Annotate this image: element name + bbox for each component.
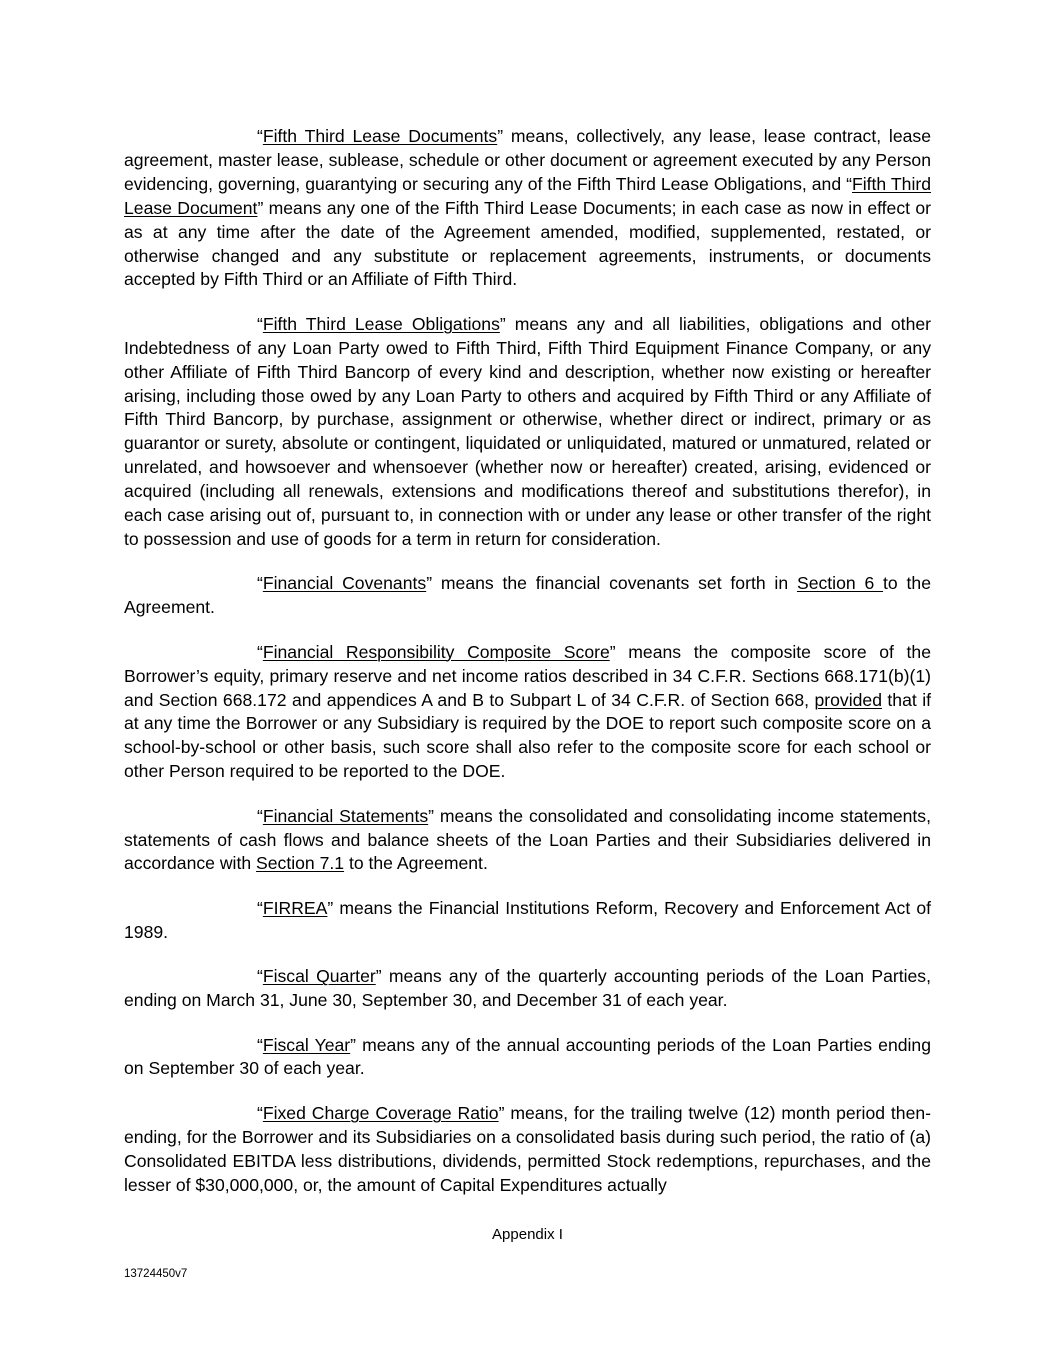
definition-text: ” means any of the quarterly accounting periods of the Loan Parties, ending on March 31, June 30, September 30, and December 31 of each year. xyxy=(124,966,931,1011)
definition-text: ” means any one of the Fifth Third Lease Documents; in each case as now in effect or as at any time after the date of the Agreement amended, modified, supplemented, restated, or otherwise changed and any substitute or replacement agreements, instruments, or documents accepted by Fifth Third or an Affiliate of Fifth Third. xyxy=(124,197,931,290)
section-reference: Section 7.1 xyxy=(256,853,345,874)
open-quote: “ xyxy=(257,1034,263,1055)
definition-fifth-third-lease-documents xyxy=(124,125,931,292)
defined-term: Financial Statements xyxy=(262,805,429,826)
definition-text: ” means any and all liabilities, obligations and other Indebtedness of any Loan Party owed to Fifth Third, Fifth Third Equipment Finance Company, or any other Affiliate of Fifth Third Bancorp of every kind and description, whether now existing or hereafter arising, including those owed by any Loan Party to others and acquired by Fifth Third or any Affiliate of Fifth Third Bancorp, by purchase, assignment or otherwise, whether direct or indirect, primary or as guarantor or surety, absolute or contingent, liquidated or unliquidated, matured or unmatured, related or unrelated, and howsoever and whensoever (whether now or hereafter) created, arising, evidenced or acquired (including all renewals, extensions and modifications thereof and substitutions therefor), in each case arising out of, pursuant to, in connection with or under any lease or other transfer of the right to possession and use of goods for a term in return for consideration. xyxy=(124,313,931,549)
open-quote: “ xyxy=(257,805,263,826)
definition-text: ” means any of the annual accounting periods of the Loan Parties ending on September 30 of each year. xyxy=(124,1034,931,1079)
definition-text: that if at any time the Borrower or any Subsidiary is required by the DOE to report such composite score on a school-by-school or other basis, such score shall also refer to the composite score for each school or other Person required to be reported to the DOE. xyxy=(124,689,932,782)
definition-financial-responsibility-composite-score xyxy=(124,641,931,784)
definition-fiscal-quarter xyxy=(124,965,931,1013)
definition-text: ” means, for the trailing twelve (12) month period then-ending, for the Borrower and its Subsidiaries on a consolidated basis during such period, the ratio of (a) Consolidated EBITDA less distributions, dividends, permitted Stock redemptions, repurchases, and the lesser of $30,000,000, or, the amount of Capital Expenditures actually xyxy=(124,1102,932,1195)
definition-text: ” means, collectively, any lease, lease contract, lease agreement, master lease, sublease, schedule or other document or agreement executed by any Person evidencing, governing, guarantying or securing any of the Fifth Third Lease Obligations, and “ xyxy=(124,126,931,194)
open-quote: “ xyxy=(257,641,263,662)
defined-term: Fiscal Year xyxy=(262,1034,351,1055)
defined-term: FIRREA xyxy=(262,897,328,918)
definition-firrea xyxy=(124,897,931,945)
defined-term: Financial Covenants xyxy=(262,573,427,594)
defined-term: Fifth Third Lease Obligations xyxy=(262,313,500,334)
open-quote: “ xyxy=(257,573,263,594)
document-id: 13724450v7 xyxy=(124,1268,188,1280)
open-quote: “ xyxy=(257,966,263,987)
defined-term: Financial Responsibility Composite Score xyxy=(262,641,610,662)
definition-text: to the Agreement. xyxy=(344,853,488,874)
open-quote: “ xyxy=(257,897,263,918)
definitions-body xyxy=(124,125,931,1218)
defined-term: Fiscal Quarter xyxy=(262,966,376,987)
open-quote: “ xyxy=(257,1102,263,1123)
open-quote: “ xyxy=(257,313,263,334)
defined-term: Fifth Third Lease Documents xyxy=(262,126,498,146)
definition-financial-statements xyxy=(124,805,931,877)
definition-text: to the Agreement. xyxy=(124,573,931,618)
definition-fifth-third-lease-obligations xyxy=(124,313,931,552)
section-reference: Section 6 xyxy=(796,573,884,594)
definition-text: ” means the Financial Institutions Reform, Recovery and Enforcement Act of 1989. xyxy=(124,897,931,942)
definition-text: ” means the composite score of the Borrower’s equity, primary reserve and net income ratios described in 34 C.F.R. Sections 668.171(b)(1) and Section 668.172 and appendices A and B to Subpart L of 34 C.F.R. of Section 668, xyxy=(124,641,932,710)
defined-term: Fixed Charge Coverage Ratio xyxy=(262,1102,499,1123)
definition-fiscal-year xyxy=(124,1034,931,1082)
open-quote: “ xyxy=(257,126,263,146)
proviso-term: provided xyxy=(814,689,882,710)
definition-fixed-charge-coverage-ratio xyxy=(124,1102,931,1198)
page-footer-label: Appendix I xyxy=(492,1226,563,1243)
definition-financial-covenants xyxy=(124,572,931,620)
definition-text: ” means the consolidated and consolidating income statements, statements of cash flows and balance sheets of the Loan Parties and their Subsidiaries delivered in accordance with xyxy=(124,805,931,874)
defined-term: Fifth Third Lease Document xyxy=(124,173,931,218)
definition-text: ” means the financial covenants set forth in xyxy=(426,573,797,594)
